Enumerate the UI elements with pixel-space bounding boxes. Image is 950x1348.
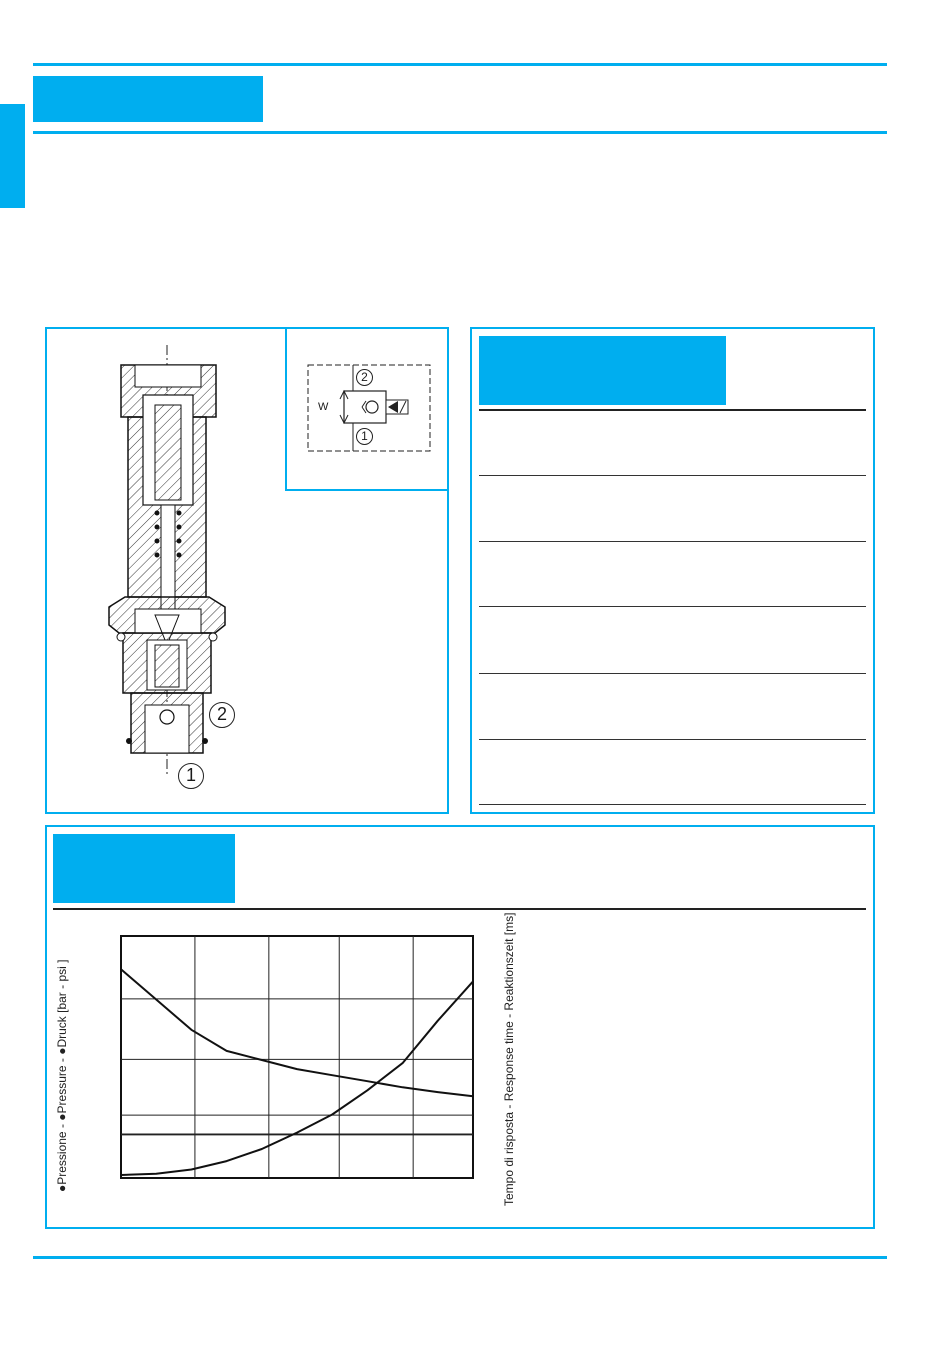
port-2-label: 2 (216, 704, 227, 724)
chart-plot-frame (121, 936, 473, 1178)
specs-row-rule (479, 804, 866, 805)
specs-row-rule (479, 673, 866, 674)
port-1-label: 1 (185, 765, 196, 785)
header-title-block (33, 76, 263, 122)
symbol-spring-label: W (318, 401, 329, 413)
specs-row-rule (479, 739, 866, 740)
specs-row-rule (479, 541, 866, 542)
symbol-port-2-callout (356, 369, 373, 386)
symbol-port-1-label: 1 (361, 429, 368, 443)
chart-header-rule (53, 908, 866, 910)
footer-rule (33, 1256, 887, 1259)
specs-row-rule (479, 606, 866, 607)
chart-left-axis-label: ●Pressione - ●Pressure - ●Druck [bar - psi ] (55, 959, 69, 1192)
port-2-callout (209, 702, 235, 728)
specs-header-rule (479, 409, 866, 411)
header-top-rule (33, 63, 887, 66)
cartridge-section-drawing (95, 345, 295, 785)
specs-row-rule (479, 475, 866, 476)
chart-title-block (53, 834, 235, 903)
side-tab (0, 104, 25, 208)
chart-right-axis-label: Tempo di risposta - Response time - Reaktionszeit [ms] (502, 912, 516, 1206)
header-bottom-rule (33, 131, 887, 134)
symbol-port-1-callout (356, 428, 373, 445)
specs-title-block (479, 336, 726, 405)
symbol-port-2-label: 2 (361, 370, 368, 384)
port-1-callout (178, 763, 204, 789)
performance-chart (118, 933, 478, 1183)
